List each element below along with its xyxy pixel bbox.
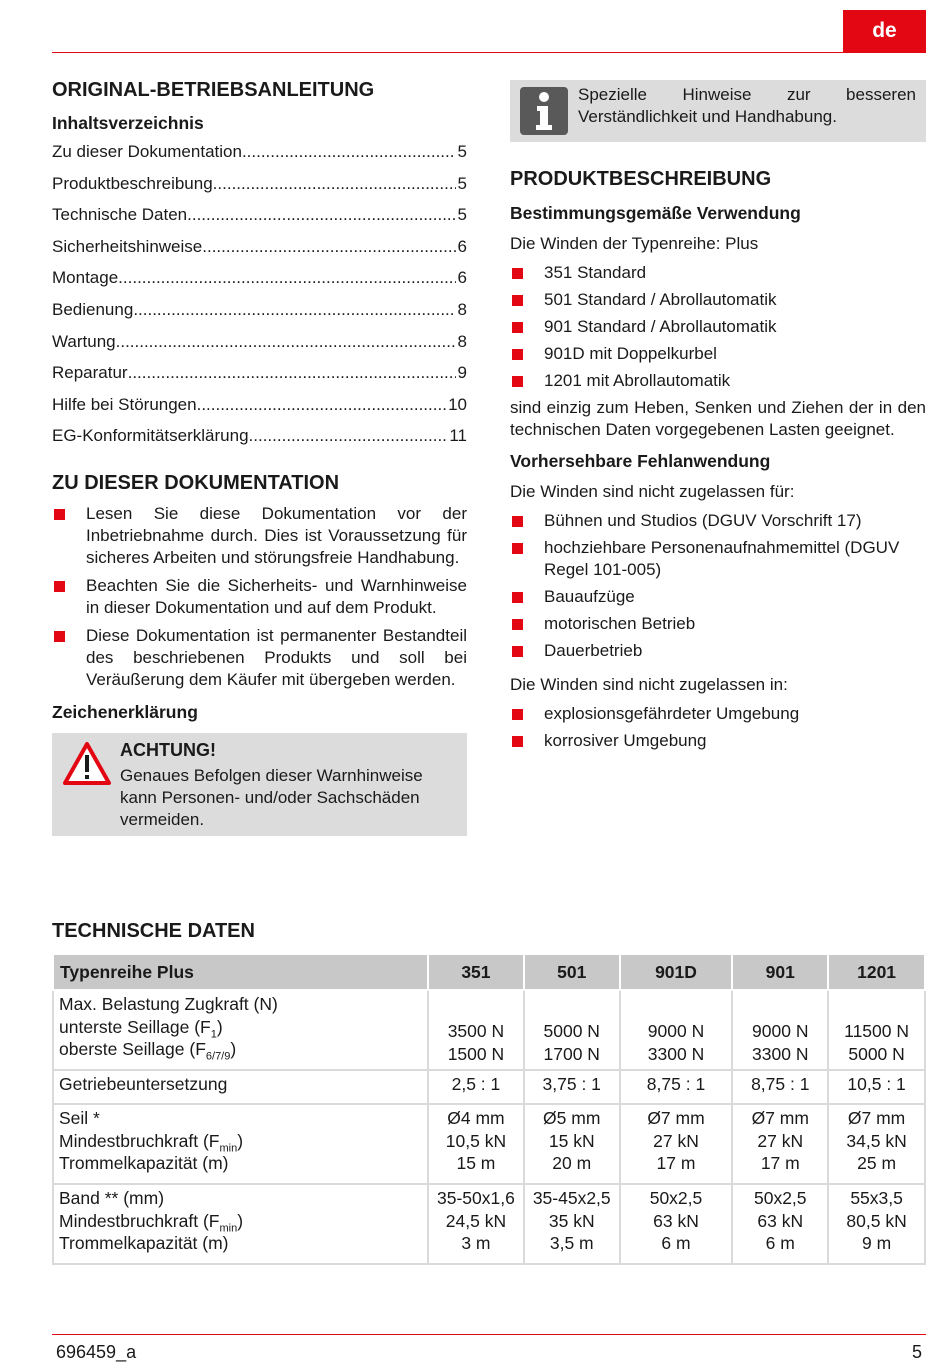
warning-triangle-icon bbox=[62, 741, 112, 787]
toc-entry-label: Produktbeschreibung bbox=[52, 173, 213, 193]
toc-entry-page: 5 bbox=[457, 142, 467, 161]
doc-bullet-list bbox=[52, 503, 467, 691]
table-header-row bbox=[53, 954, 925, 990]
intended-use-title: Bestimmungsgemäße Verwendung bbox=[510, 203, 801, 223]
warning-box bbox=[52, 733, 467, 836]
list-item: Beachten Sie die Sicherheits- und Warnhinweise in dieser Dokumentation und auf dem Produkt. bbox=[52, 575, 467, 619]
table-cell: Ø5 mm 15 kN 20 m bbox=[524, 1104, 620, 1184]
table-cell: 2,5 : 1 bbox=[428, 1070, 524, 1104]
table-row bbox=[53, 1104, 925, 1184]
toc-entry[interactable] bbox=[52, 425, 467, 457]
misuse-in-list bbox=[510, 703, 926, 752]
toc-leader bbox=[242, 141, 456, 163]
intended-intro: Die Winden der Typenreihe: Plus bbox=[510, 234, 759, 253]
toc-entry[interactable] bbox=[52, 331, 467, 363]
column-header: 1201 bbox=[828, 954, 925, 990]
row-label: Band ** (mm) Mindestbruchkraft $(F_{min})$ Trommelkapazität (m) bbox=[53, 1184, 428, 1264]
toc-entry-label: Wartung bbox=[52, 331, 116, 351]
toc-title: Inhaltsverzeichnis bbox=[52, 113, 204, 133]
warning-text: Genaues Befolgen dieser Warnhinweise kann Personen- und/oder Sachschäden vermeiden. bbox=[120, 765, 423, 829]
warning-title: ACHTUNG! bbox=[120, 739, 216, 760]
toc-entry[interactable] bbox=[52, 394, 467, 426]
toc-entry-label: Montage bbox=[52, 268, 119, 288]
tech-title: TECHNISCHE DATEN bbox=[52, 920, 255, 942]
list-item: korrosiver Umgebung bbox=[510, 730, 926, 752]
toc-entry-label: Bedienung bbox=[52, 299, 134, 319]
toc-leader bbox=[197, 394, 446, 416]
table-cell: 11500 N 5000 N bbox=[828, 990, 925, 1070]
column-header: 901 bbox=[732, 954, 828, 990]
info-icon bbox=[520, 87, 568, 135]
left-column bbox=[52, 78, 467, 836]
table-cell: 8,75 : 1 bbox=[732, 1070, 828, 1104]
toc-leader bbox=[133, 299, 455, 321]
tech-table bbox=[52, 953, 926, 1265]
toc-entry-label: Sicherheitshinweise bbox=[52, 236, 203, 256]
table-cell: 9000 N 3300 N bbox=[620, 990, 733, 1070]
table-cell: 50x2,5 63 kN 6 m bbox=[732, 1184, 828, 1264]
table-cell: Ø7 mm 27 kN 17 m bbox=[732, 1104, 828, 1184]
list-item: motorischen Betrieb bbox=[510, 613, 926, 635]
column-header: Typenreihe Plus bbox=[53, 954, 428, 990]
toc-entry[interactable] bbox=[52, 267, 467, 299]
list-item: 901 Standard / Abrollautomatik bbox=[510, 316, 926, 338]
table-row bbox=[53, 990, 925, 1070]
toc-entry[interactable] bbox=[52, 204, 467, 236]
model-list bbox=[510, 262, 926, 392]
table-cell: 3,75 : 1 bbox=[524, 1070, 620, 1104]
misuse-intro-in: Die Winden sind nicht zugelassen in: bbox=[510, 675, 788, 694]
toc-entry-page: 5 bbox=[457, 173, 467, 193]
table-cell: 35-45x2,5 35 kN 3,5 m bbox=[524, 1184, 620, 1264]
toc-entry[interactable] bbox=[52, 236, 467, 268]
list-item: Lesen Sie diese Dokumentation vor der Inbetriebnahme durch. Dies ist Voraussetzung für sicheres Arbeiten und störungsfreie Handhabung. bbox=[52, 503, 467, 569]
row-label: Max. Belastung Zugkraft (N) unterste Seillage $(F_1)$ oberste Seillage $(F_{6/7/9})$ bbox=[53, 990, 428, 1070]
toc-entry-label: Technische Daten bbox=[52, 205, 188, 225]
list-item: Diese Dokumentation ist permanenter Bestandteil des beschriebenen Produkts und soll bei Veräußerung dem Käufer mit übergeben werden. bbox=[52, 625, 467, 691]
toc-leader bbox=[116, 331, 456, 353]
toc-entry-page: 11 bbox=[449, 426, 467, 446]
toc-entry-page: 6 bbox=[457, 236, 467, 256]
table-row bbox=[53, 1070, 925, 1104]
toc-leader bbox=[249, 425, 448, 447]
toc-entry-page: 8 bbox=[457, 331, 467, 351]
misuse-intro-for: Die Winden sind nicht zugelassen für: bbox=[510, 482, 795, 501]
toc-entry-label: Reparatur bbox=[52, 363, 128, 383]
toc-entry-page: 5 bbox=[457, 205, 467, 225]
list-item: 901D mit Doppelkurbel bbox=[510, 343, 926, 365]
header-rule bbox=[52, 52, 926, 53]
toc-entry[interactable] bbox=[52, 173, 467, 205]
list-item: Dauerbetrieb bbox=[510, 640, 926, 662]
column-header: 351 bbox=[428, 954, 524, 990]
toc-leader bbox=[118, 267, 455, 289]
toc-entry[interactable] bbox=[52, 362, 467, 394]
info-text: Spezielle Hinweise zur besseren Verständlichkeit und Handhabung. bbox=[578, 85, 916, 126]
right-column bbox=[510, 82, 926, 757]
toc-entry-page: 9 bbox=[457, 363, 467, 383]
toc-entry-label: Hilfe bei Störungen bbox=[52, 394, 197, 414]
list-item: Bühnen und Studios (DGUV Vorschrift 17) bbox=[510, 510, 926, 532]
legend-title: Zeichenerklärung bbox=[52, 701, 198, 722]
table-cell: 3500 N 1500 N bbox=[428, 990, 524, 1070]
list-item: 1201 mit Abrollautomatik bbox=[510, 370, 926, 392]
table-cell: 8,75 : 1 bbox=[620, 1070, 733, 1104]
table-cell: 35-50x1,6 24,5 kN 3 m bbox=[428, 1184, 524, 1264]
table-cell: Ø4 mm 10,5 kN 15 m bbox=[428, 1104, 524, 1184]
intended-text: sind einzig zum Heben, Senken und Ziehen der in den technischen Daten vorgegebenen Lasten geeignet. bbox=[510, 398, 926, 439]
misuse-title: Vorhersehbare Fehlanwendung bbox=[510, 451, 771, 471]
toc-entry-label: Zu dieser Dokumentation bbox=[52, 142, 242, 161]
table-cell: Ø7 mm 34,5 kN 25 m bbox=[828, 1104, 925, 1184]
toc-entry-label: EG-Konformitätserklärung bbox=[52, 426, 249, 446]
toc-entry[interactable] bbox=[52, 141, 467, 173]
footer-rule bbox=[52, 1334, 926, 1335]
product-title: PRODUKTBESCHREIBUNG bbox=[510, 168, 772, 190]
toc-entry[interactable] bbox=[52, 299, 467, 331]
toc-leader bbox=[128, 362, 456, 384]
table-cell: 50x2,5 63 kN 6 m bbox=[620, 1184, 733, 1264]
toc-entry-page: 6 bbox=[457, 268, 467, 288]
toc-leader bbox=[213, 173, 456, 195]
list-item: explosionsgefährdeter Umgebung bbox=[510, 703, 926, 725]
manual-title: ORIGINAL-BETRIEBSANLEITUNG bbox=[52, 79, 375, 101]
doc-number: 696459_a bbox=[56, 1342, 137, 1362]
list-item: 351 Standard bbox=[510, 262, 926, 284]
list-item: hochziehbare Personenaufnahmemittel (DGUV Regel 101-005) bbox=[510, 537, 926, 581]
row-label: Getriebeuntersetzung bbox=[53, 1070, 428, 1104]
table-cell: 5000 N 1700 N bbox=[524, 990, 620, 1070]
table-cell: 10,5 : 1 bbox=[828, 1070, 925, 1104]
column-header: 901D bbox=[620, 954, 733, 990]
toc-leader bbox=[187, 204, 455, 226]
table-cell: Ø7 mm 27 kN 17 m bbox=[620, 1104, 733, 1184]
list-item: Bauaufzüge bbox=[510, 586, 926, 608]
table-row bbox=[53, 1184, 925, 1264]
table-cell: 9000 N 3300 N bbox=[732, 990, 828, 1070]
doc-section-title: ZU DIESER DOKUMENTATION bbox=[52, 471, 340, 494]
info-box bbox=[510, 80, 926, 142]
list-item: 501 Standard / Abrollautomatik bbox=[510, 289, 926, 311]
misuse-for-list bbox=[510, 510, 926, 662]
column-header: 501 bbox=[524, 954, 620, 990]
toc-entry-page: 8 bbox=[457, 299, 467, 319]
page-number: 5 bbox=[911, 1342, 922, 1362]
table-cell: 55x3,5 80,5 kN 9 m bbox=[828, 1184, 925, 1264]
row-label: Seil * Mindestbruchkraft $(F_{min})$ Trommelkapazität (m) bbox=[53, 1104, 428, 1184]
language-tab[interactable]: de bbox=[843, 10, 926, 52]
toc-leader bbox=[202, 236, 455, 258]
table-of-contents bbox=[52, 141, 467, 457]
toc-entry-page: 10 bbox=[448, 394, 467, 414]
